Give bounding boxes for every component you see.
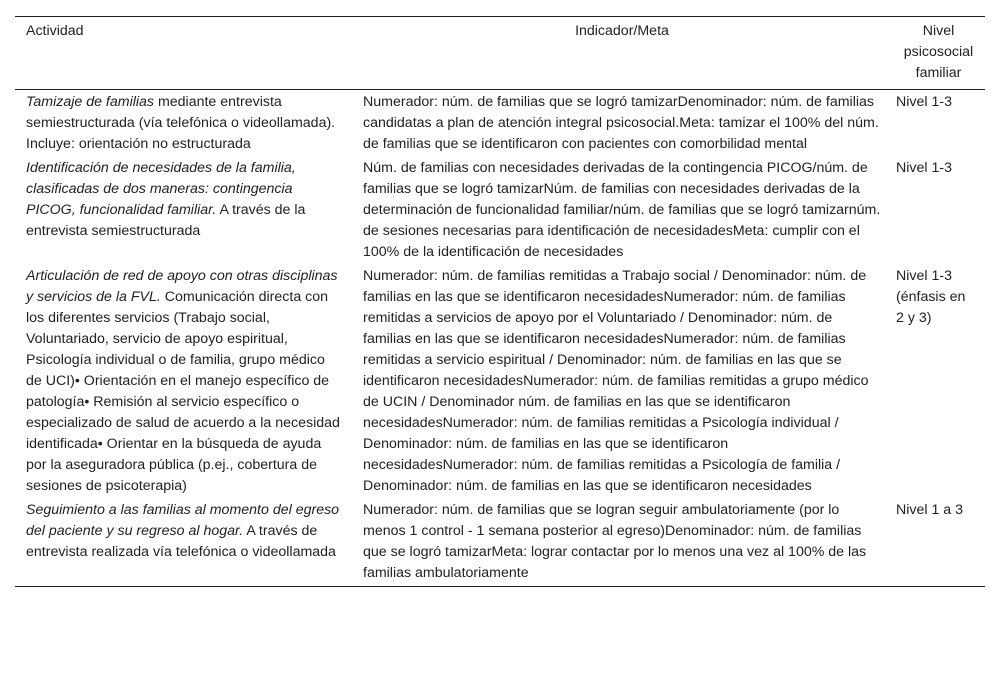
indicator-cell: Núm. de familias con necesidades derivadas de la contingencia PICOG/núm. de familias que se logró tamizarNúm. de familias con necesidades derivadas de la determinación de funcionalidad familiar/núm. de familias que se logró tamizarnúm. de sesiones necesarias para identificación de necesidadesMeta: cumplir con el 100% de la identificación de necesidades [363, 160, 881, 260]
level-cell: Nivel 1-3 [896, 94, 952, 110]
table-row [15, 90, 985, 158]
table-row [15, 157, 985, 265]
activity-italic: Articulación de red de apoyo con otras disciplinas y servicios de la FVL. [26, 268, 338, 305]
table-row [15, 499, 985, 587]
indicator-cell: Numerador: núm. de familias que se logró tamizarDenominador: núm. de familias candidatas a plan de atención integral psicosocial.Meta: tamizar el 100% del núm. de familias que se identificaron con pacientes con comorbilidad mental [363, 94, 879, 152]
indicator-cell: Numerador: núm. de familias remitidas a Trabajo social / Denominador: núm. de familias en las que se identificaron necesidadesNumerador: núm. de familias remitidas a servicios de apoyo por el Voluntariado / Denominador: núm. de familias en las que se identificaron necesidadesNumerador: núm. de familias remitidas a servicio espiritual / Denominador: núm. de familias en las que se identificaron necesidadesNumerador: núm. de familias remitidas a grupo médico de UCIN / Denominador núm. de familias en las que se identificaron necesidadesNumerador: núm. de familias remitidas a Psicología individual / Denominador: núm. de familias en las que se identificaron necesidadesNumerador: núm. de familias remitidas a Psicología de familia / Denominador: núm. de familias en las que se identificaron necesidades [363, 268, 869, 494]
activity-italic: Seguimiento a las familias al momento del egreso del paciente y su regreso al hogar. [26, 502, 340, 539]
table-header-row [15, 17, 985, 90]
activity-italic: Tamizaje de familias [26, 94, 155, 110]
header-nivel: Nivel psicosocial familiar [903, 23, 974, 81]
activity-text: A través de entrevista realizada vía telefónica o videollamada [26, 523, 336, 560]
activity-cell [15, 499, 355, 587]
activity-text: A través de la entrevista semiestructurada [26, 202, 306, 239]
header-indicador-meta: Indicador/Meta [575, 23, 669, 39]
activities-table [15, 16, 985, 587]
header-actividad: Actividad [26, 23, 84, 39]
activity-text: Comunicación directa con los diferentes servicios (Trabajo social, Voluntariado, servicio de apoyo espiritual, Psicología individual o de familia, grupo médico de UCI)• Orientación en el manejo específico de patología• Remisión al servicio específico o especializado de salud de acuerdo a la necesidad identificada• Orientar en la búsqueda de ayuda por la aseguradora pública (p.ej., cobertura de sesiones de psicoterapia) [26, 289, 340, 494]
table-row [15, 265, 985, 499]
activity-cell [15, 157, 355, 265]
activity-italic: Identificación de necesidades de la familia, clasificadas de dos maneras: contingencia PICOG, funcionalidad familiar. [26, 160, 296, 218]
indicator-cell: Numerador: núm. de familias que se logran seguir ambulatoriamente (por lo menos 1 control - 1 semana posterior al egreso)Denominador: núm. de familias que se logró tamizarMeta: lograr contactar por lo menos una vez al 100% de las familias ambulatoriamente [363, 502, 867, 581]
level-cell: Nivel 1-3 [896, 160, 952, 176]
activity-cell [15, 90, 355, 158]
activity-text: mediante entrevista semiestructurada (vía telefónica o videollamada). Incluye: orientación no estructurada [26, 94, 336, 152]
level-cell: Nivel 1-3 (énfasis en 2 y 3) [896, 268, 966, 326]
level-cell: Nivel 1 a 3 [896, 502, 964, 518]
activity-cell [15, 265, 355, 499]
